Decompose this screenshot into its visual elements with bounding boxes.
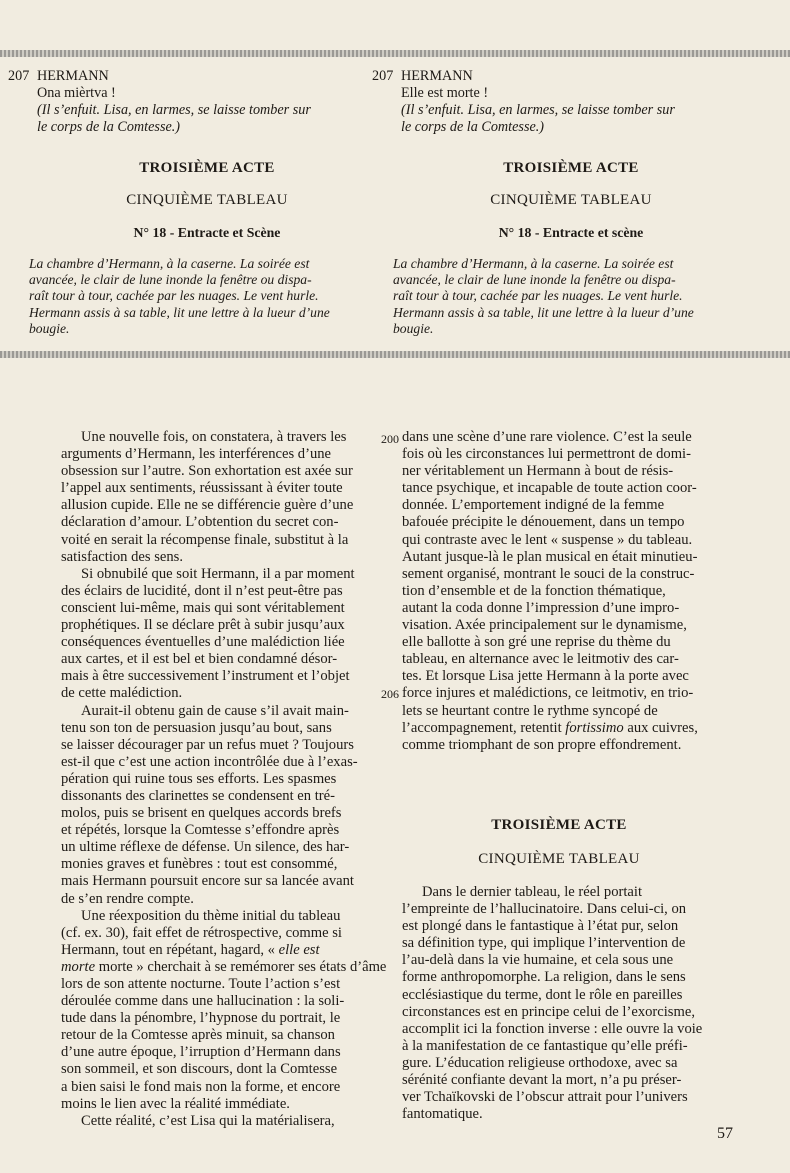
act-heading: TROISIÈME ACTE [491,817,627,833]
text-line: aux cartes, et il est bel et bien condamné désor- [61,651,338,668]
text-line: mais à être successivement l’instrument et l’objet [61,668,350,685]
speaker-name: HERMANN [401,68,473,84]
text-line: comme triomphant de son propre effondrement. [402,736,682,753]
tableau-heading: CINQUIÈME TABLEAU [126,192,288,208]
text-line-with-italic [61,958,387,976]
text-line: tude dans la pénombre, l’hypnose du portrait, le [61,1010,341,1027]
text-line: ner véritablement un Hermann à bout de résis- [402,463,674,480]
text-line: Cette réalité, c’est Lisa qui la matérialisera, [81,1112,335,1129]
text-line-with-italic [402,720,716,737]
scene-heading: N° 18 - Entracte et scène [498,225,644,240]
text-line: obsession sur l’autre. Son exhortation est axée sur [61,463,353,480]
text-line: (cf. ex. 30), fait effet de rétrospective, comme si [61,924,342,941]
text-line: qui contraste avec le lent « suspense » du tableau. [402,531,693,548]
text-line: tableau, en alternance avec le leitmotiv des car- [402,651,679,668]
text-line: gure. L’éducation religieuse orthodoxe, avec sa [402,1054,678,1071]
text-line: à la manifestation de ce fantastique qu’elle préfi- [402,1037,688,1054]
stage-direction-line: le corps de la Comtesse.) [37,119,181,135]
text-line: sement organisé, montrant le souci de la construc- [402,565,695,582]
text-line: tenu son ton de persuasion jusqu’au bout, sans [61,719,332,736]
description-line: avancée, le clair de lune inonde la fenêtre ou dispa- [29,272,312,288]
text-line: fois où les circonstances lui permettront de domi- [402,446,691,463]
text-line: un ultime réflexe de défense. Un silence, des har- [61,839,350,856]
text-line: arguments d’Hermann, les interférences d’une [61,446,332,463]
text-line: retour de la Comtesse après minuit, sa chanson [61,1027,335,1044]
text-line: conséquences éventuelles d’une malédiction liée [61,634,345,651]
text-line: est plongé dans le fantastique à l’état pur, selon [402,918,679,935]
text-line: d’une autre époque, l’irruption d’Hermann dans [61,1044,341,1061]
essay-column-right [402,429,716,754]
text-line: circonstances est en principe celui de l’exorcisme, [402,1003,695,1020]
text-line: monies graves et funèbres : tout est consommé, [61,856,338,873]
text-line: et répétés, lorsque la Comtesse s’effondre après [61,822,340,839]
description-line: raît tour à tour, cachée par les nuages. Le vent hurle. [393,288,683,304]
text-line: force injures et malédictions, ce leitmotiv, en trio- [402,685,694,702]
text-line: voité en serait la récompense finale, substitut à la [61,531,349,548]
scene-description [372,256,743,337]
text-line: allusion cupide. Elle ne se différencie guère d’une [61,497,354,514]
text-line: satisfaction des sens. [61,548,183,565]
text-line: accomplit ici la fonction inverse : elle ouvre la voie [402,1020,703,1037]
page-number: 57 [717,1125,733,1142]
text-line: Dans le dernier tableau, le réel portait [422,884,643,900]
bottom-separator [0,351,790,358]
text-line: sa définition type, qui implique l’intervention de [402,935,686,952]
description-line: bougie. [29,320,70,336]
text-segment: l’accompagnement, retentit [402,719,566,736]
text-line: prophétiques. Il se déclare prêt à subir jusqu’aux [61,617,345,634]
text-line: Aurait-il obtenu gain de cause s’il avait main- [81,702,349,719]
libretto-column-french [372,68,742,337]
margin-line-number: 200 [381,432,399,446]
text-line: lors de son attente nocturne. Toute l’action s’est [61,976,341,992]
text-segment: aux cuivres, [623,719,698,736]
tableau-heading: CINQUIÈME TABLEAU [490,192,652,208]
text-line: forme anthropomorphe. La religion, dans le sens [402,969,686,986]
text-line: l’empreinte de l’hallucinatoire. Dans celui-ci, on [402,901,687,918]
text-line: ecclésiastique du terme, dont le rôle en pareilles [402,986,683,1003]
text-line: fantomatique. [402,1106,483,1123]
text-line: conscient lui-même, mais qui sont véritablement [61,599,345,616]
text-line: pération qui ruine tous ses efforts. Les spasmes [61,770,337,787]
margin-line-number: 206 [381,687,399,701]
description-line: Hermann assis à sa table, lit une lettre à la lueur d’une [29,304,330,320]
text-line: visation. Axée principalement sur le dynamisme, [402,617,687,634]
line-number: 207 [8,68,30,84]
text-line: dissonants des clarinettes se condensent en tré- [61,787,335,804]
tableau-heading: CINQUIÈME TABLEAU [478,851,640,867]
text-line: Une nouvelle fois, on constatera, à travers les [81,429,347,445]
text-line: déroulée comme dans une hallucination : la soli- [61,993,345,1010]
essay-column-right-section [402,884,716,1123]
essay-column-left [61,429,387,1130]
sung-line: Ona mièrtva ! [37,85,116,101]
text-line: tes. Et lorsque Lisa jette Hermann à la porte avec [402,668,689,685]
act-heading: TROISIÈME ACTE [503,160,639,176]
text-line: mais Hermann poursuit encore sur sa lancée avant [61,873,354,890]
text-line: tion d’ensemble et de la fonction thématique, [402,582,666,599]
text-line: de cette malédiction. [61,685,183,702]
line-number: 207 [372,68,394,84]
text-line: est-il que c’est une action incontrôlée due à l’exas- [61,753,358,770]
text-line: Une réexposition du thème initial du tableau [81,907,341,924]
scene-heading: N° 18 - Entracte et Scène [133,225,281,240]
text-line: l’au-delà dans la vie humaine, et cela sous une [402,952,674,969]
text-line: Si obnubilé que soit Hermann, il a par moment [81,565,355,582]
description-line: Hermann assis à sa table, lit une lettre à la lueur d’une [393,304,694,320]
text-line: des éclairs de lucidité, dont il n’est peut-être pas [61,582,343,599]
text-segment: morte » cherchait à se remémorer ses états d’âme [98,958,387,975]
description-line: La chambre d’Hermann, à la caserne. La soirée est [393,256,674,271]
libretto-column-russian [8,68,378,337]
text-line: l’appel aux sentiments, réussissant à éviter toute [61,480,343,497]
description-line: avancée, le clair de lune inonde la fenêtre ou dispa- [393,272,676,288]
text-line: de s’en rendre compte. [61,890,194,907]
text-line: a bien saisi le fond mais non la forme, et encore [61,1078,341,1095]
scene-description [8,256,379,337]
sung-line: Elle est morte ! [401,85,489,101]
text-line: ver Tchaïkovski de l’obscur attrait pour l’univers [402,1089,688,1106]
text-line: dans une scène d’une rare violence. C’est la seule [402,429,692,445]
top-separator [0,50,790,57]
text-line: bafouée précipite le dénouement, dans un tempo [402,514,685,531]
text-line: se laisser décourager par un refus muet ? Toujours [61,736,354,753]
text-line: lets se heurtant contre le rythme syncopé de [402,702,658,719]
stage-direction-line: (Il s’enfuit. Lisa, en larmes, se laisse tomber sur [401,102,675,118]
text-line: déclaration d’amour. L’obtention du secret con- [61,514,339,531]
stage-direction-line: le corps de la Comtesse.) [401,119,545,135]
text-line: sérénité confiante devant la mort, n’a pu préser- [402,1072,682,1089]
text-line: elle ballotte à son gré une reprise du thème du [402,634,671,651]
speaker-name: HERMANN [37,68,109,84]
stage-direction-line: (Il s’enfuit. Lisa, en larmes, se laisse tomber sur [37,102,311,118]
description-line: La chambre d’Hermann, à la caserne. La soirée est [29,256,310,271]
text-line: son sommeil, et son discours, dont la Comtesse [61,1061,338,1078]
description-line: raît tour à tour, cachée par les nuages. Le vent hurle. [29,288,319,304]
text-line: Autant jusque-là le plan musical en était minutieu- [402,548,698,565]
italic-phrase: elle est [278,941,320,958]
text-line-with-italic [61,942,375,959]
italic-phrase: fortissimo [565,719,624,736]
text-line: moins le lien avec la réalité immédiate. [61,1095,290,1112]
text-line: tance psychique, et incapable de toute action coor- [402,480,697,497]
italic-phrase: morte [61,958,96,975]
text-line: autant la coda donne l’impression d’une impro- [402,599,680,616]
text-segment: Hermann, tout en répétant, hagard, « [61,941,279,958]
text-line: donnée. L’emportement indigné de la femme [402,497,665,514]
act-heading: TROISIÈME ACTE [139,160,275,176]
text-line: molos, puis se brisent en quelques accords brefs [61,805,342,822]
description-line: bougie. [393,320,434,336]
